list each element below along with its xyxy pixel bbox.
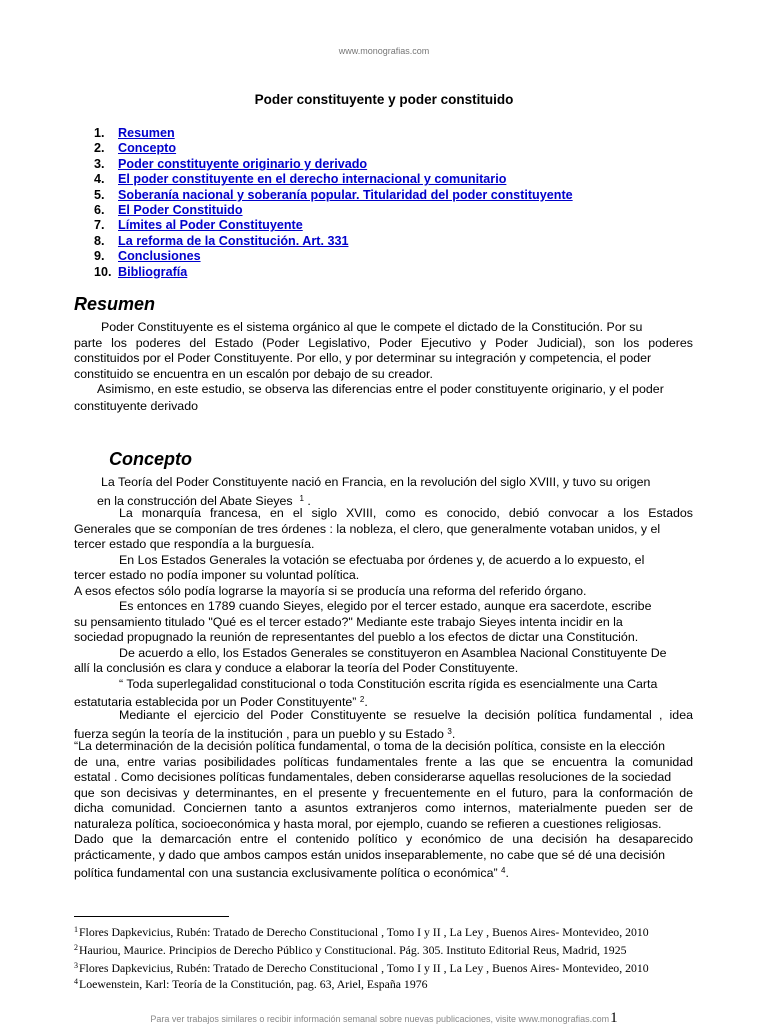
- text-line: en la construcción del Abate Sieyes $^1$ .: [97, 493, 311, 508]
- toc-link-concepto[interactable]: Concepto: [118, 141, 177, 156]
- text-line: estatal . Como decisiones políticas fundamentales, deben considerarse aquellas resoluciones de la sociedad: [74, 770, 672, 784]
- toc-item: 4. El poder constituyente en el derecho internacional y comunitario: [94, 172, 507, 187]
- section-heading-resumen: Resumen: [74, 294, 156, 314]
- toc-item: 7. Límites al Poder Constituyente: [94, 218, 303, 233]
- text-line: constituyente derivado: [74, 399, 198, 413]
- text-line: Asimismo, en este estudio, se observa las diferencias entre el poder constituyente originario, y el poder: [97, 382, 664, 396]
- footnote: $^3$Flores Dapkevicius, Rubén: Tratado de Derecho Constitucional , Tomo I y II , La Ley , Buenos Aires- Montevideo, 2010: [74, 961, 649, 975]
- text-line: estatutaria establecida por un Poder Constituyente” $^2$.: [74, 695, 368, 709]
- footnote-ref: 1: [299, 493, 304, 503]
- toc-link-soberania[interactable]: Soberanía nacional y soberanía popular. Titularidad del poder constituyente: [118, 187, 573, 202]
- toc-item: 6. El Poder Constituido: [94, 202, 243, 217]
- page-number: 1: [610, 1010, 618, 1026]
- text-line: Poder Constituyente es el sistema orgánico al que le compete el dictado de la Constitución. Por su: [101, 320, 643, 334]
- text-line: naturaleza política, socioeconómica y hasta moral, por ejemplo, cuando se refieren a cuestiones religiosas.: [74, 816, 662, 831]
- toc-link-limites[interactable]: Límites al Poder Constituyente: [118, 218, 303, 233]
- toc-link-poder-constituido[interactable]: El Poder Constituido: [118, 202, 243, 217]
- text-line: Mediante el ejercicio del Poder Constituyente se resuelve la decisión política fundamental , idea: [119, 708, 693, 722]
- toc-item: 8. La reforma de la Constitución. Art. 331: [94, 233, 349, 248]
- toc-link-derecho-internacional[interactable]: El poder constituyente en el derecho internacional y comunitario: [118, 172, 507, 187]
- section-heading-concepto: Concepto: [109, 449, 192, 469]
- text-line: A esos efectos sólo podía lograrse la mayoría si se producía una reforma del referido órgano.: [74, 583, 587, 598]
- text-line: sociedad propugnado la reunión de representantes del pueblo a los efectos de dictar una Constitución.: [74, 630, 639, 644]
- text-line: La monarquía francesa, en el siglo XVIII, como es conocido, debió convocar a los Estados: [119, 506, 693, 520]
- text-line: “La determinación de la decisión política fundamental, o toma de la decisión política, consiste en la elección: [74, 739, 665, 753]
- footnote: $^2$Hauriou, Maurice. Principios de Derecho Público y Constitucional. Pág. 305. Instituto Editorial Reus, Madrid, 1925: [74, 943, 627, 957]
- text-line: política fundamental con una sustancia exclusivamente política o económica” $^4$.: [74, 866, 509, 880]
- text-line: dicha comunidad. Conciernen tanto a asuntos extranjeros como internos, materialmente pueden ser de: [74, 801, 693, 815]
- text-line: “ Toda superlegalidad constitucional o toda Constitución escrita rígida es esencialmente una Carta: [119, 676, 658, 691]
- text-line: Generales que se componían de tres órdenes : la nobleza, el clero, que generalmente votaban unidos, y el: [74, 521, 661, 536]
- text-line: de una, entre varias posibilidades políticas fundamentales frente a las que se encuentra la comunidad: [74, 754, 693, 769]
- text-line: Es entonces en 1789 cuando Sieyes, elegido por el tercer estado, aunque era sacerdote, escribe: [119, 599, 652, 613]
- text-line: De acuerdo a ello, los Estados Generales se constituyeron en Asamblea Nacional Constituyente De: [119, 645, 667, 660]
- toc-item: 9. Conclusiones: [94, 249, 201, 264]
- toc-link-originario-derivado[interactable]: Poder constituyente originario y derivado: [118, 156, 368, 171]
- site-header: www.monografias.com: [338, 46, 430, 56]
- footnote-divider: [74, 916, 229, 917]
- toc-link-bibliografia[interactable]: Bibliografía: [118, 264, 188, 279]
- text-line: constituido se encuentra en un escalón por debajo de su creador.: [74, 366, 433, 381]
- footer-text: Para ver trabajos similares o recibir información semanal sobre nuevas publicaciones, visite www.monografias.com: [150, 1014, 610, 1024]
- footnote: $^1$Flores Dapkevicius, Rubén: Tratado de Derecho Constitucional , Tomo I y II , La Ley , Buenos Aires- Montevideo, 2010: [74, 925, 649, 939]
- text-line: Dado que la demarcación entre el contenido político y económico de una decisión ha desaparecido: [74, 832, 693, 846]
- footnote: $^4$Loewenstein, Karl: Teoría de la Constitución, pag. 63, Ariel, España 1976: [74, 977, 428, 991]
- text-line: constituidos por el Poder Constituyente. Por ello, y por determinar su integración y competencia, el poder: [74, 351, 652, 365]
- footnote-ref: 3: [447, 726, 452, 736]
- text-line: En Los Estados Generales la votación se efectuaba por órdenes y, de acuerdo a lo expuesto, el: [119, 552, 645, 567]
- toc-link-conclusiones[interactable]: Conclusiones: [118, 249, 201, 264]
- page-title: Poder constituyente y poder constituido: [254, 92, 514, 107]
- toc-item: 2. Concepto: [94, 141, 177, 156]
- toc-link-reforma[interactable]: La reforma de la Constitución. Art. 331: [118, 233, 349, 248]
- text-line: que son decisivas y determinantes, en el presente y frecuentemente en el futuro, para la conformación de: [74, 785, 693, 800]
- text-line: su pensamiento titulado "Qué es el tercer estado?" Mediante este trabajo Sieyes intenta incidir en la: [74, 614, 623, 629]
- toc-item: 1. Resumen: [94, 126, 175, 140]
- text-line: La Teoría del Poder Constituyente nació en Francia, en la revolución del siglo XVIII, y tuvo su origen: [101, 475, 651, 489]
- table-of-contents: [94, 126, 573, 280]
- footnote-ref: 2: [359, 695, 365, 704]
- toc-item: 10. Bibliografía: [94, 264, 188, 279]
- toc-link-resumen[interactable]: Resumen: [118, 126, 175, 140]
- footnote-ref: 4: [501, 866, 506, 875]
- toc-item: 5. Soberanía nacional y soberanía popular. Titularidad del poder constituyente: [94, 187, 573, 202]
- page-footer: [0, 1010, 768, 1027]
- text-line: fuerza según la teoría de la institución , para un pueblo y su Estado $^3$.: [74, 726, 456, 741]
- text-line: tercer estado que respondía a la burguesía.: [74, 537, 315, 551]
- text-line: prácticamente, y dado que ambos campos están unidos inseparablemente, no cabe que sé dé una decisión: [74, 847, 666, 862]
- text-line: parte los poderes del Estado (Poder Legislativo, Poder Ejecutivo y Poder Judicial), son los poderes: [74, 335, 693, 350]
- toc-item: 3. Poder constituyente originario y derivado: [94, 156, 368, 171]
- text-line: allí la conclusión es clara y conduce a elaborar la teoría del Poder Constituyente.: [74, 661, 519, 675]
- text-line: tercer estado no podía imponer su voluntad política.: [74, 568, 360, 582]
